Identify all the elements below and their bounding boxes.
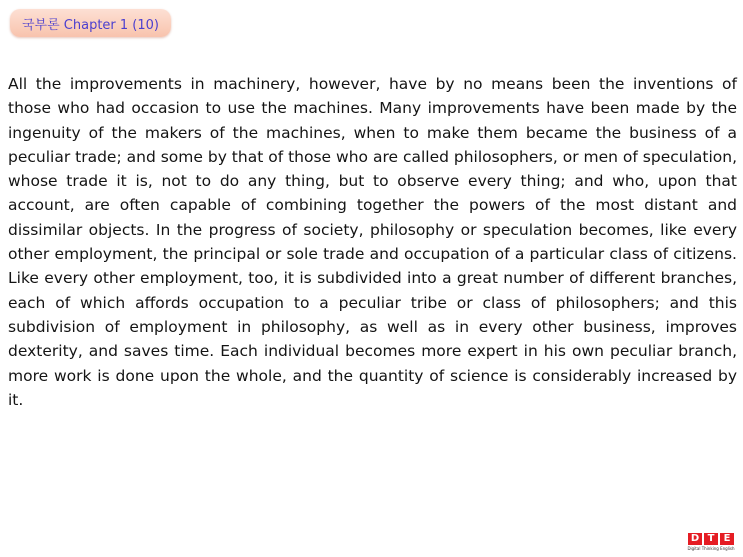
passage-text: All the improvements in machinery, however, have by no means been the inventions of those who had occasion to use the machines. Many improvements have been made by the ingenuity of the makers of the machines, when to make them became the business of a peculiar trade; and some by that of those who are called philosophers, or men of speculation, whose trade it is, not to do any thing, but to observe every thing; and who, upon that account, are often capable of combining together the powers of the most distant and dissimilar objects. In the progress of society, philosophy or speculation becomes, like every other employment, the principal or sole trade and occupation of a particular class of citizens. Like every other employment, too, it is subdivided into a great number of different branches, each of which affords occupation to a peculiar tribe or class of philosophers; and this subdivision of employment in philosophy, as well as in every other business, improves dexterity, and saves time. Each individual becomes more expert in his own peculiar branch, more work is done upon the whole, and the quantity of science is considerably increased by it. xyxy=(8,75,737,409)
chapter-title-badge xyxy=(10,9,171,37)
dte-logo xyxy=(687,533,735,551)
chapter-title: 국부론 Chapter 1 (10) xyxy=(21,17,159,33)
logo-letter-d: D xyxy=(688,533,702,545)
logo-letter-e: E xyxy=(720,533,734,545)
logo-letter-t: T xyxy=(704,533,718,545)
dte-logo-mark xyxy=(688,533,734,545)
logo-tagline: Digital Thinking English xyxy=(687,546,735,551)
